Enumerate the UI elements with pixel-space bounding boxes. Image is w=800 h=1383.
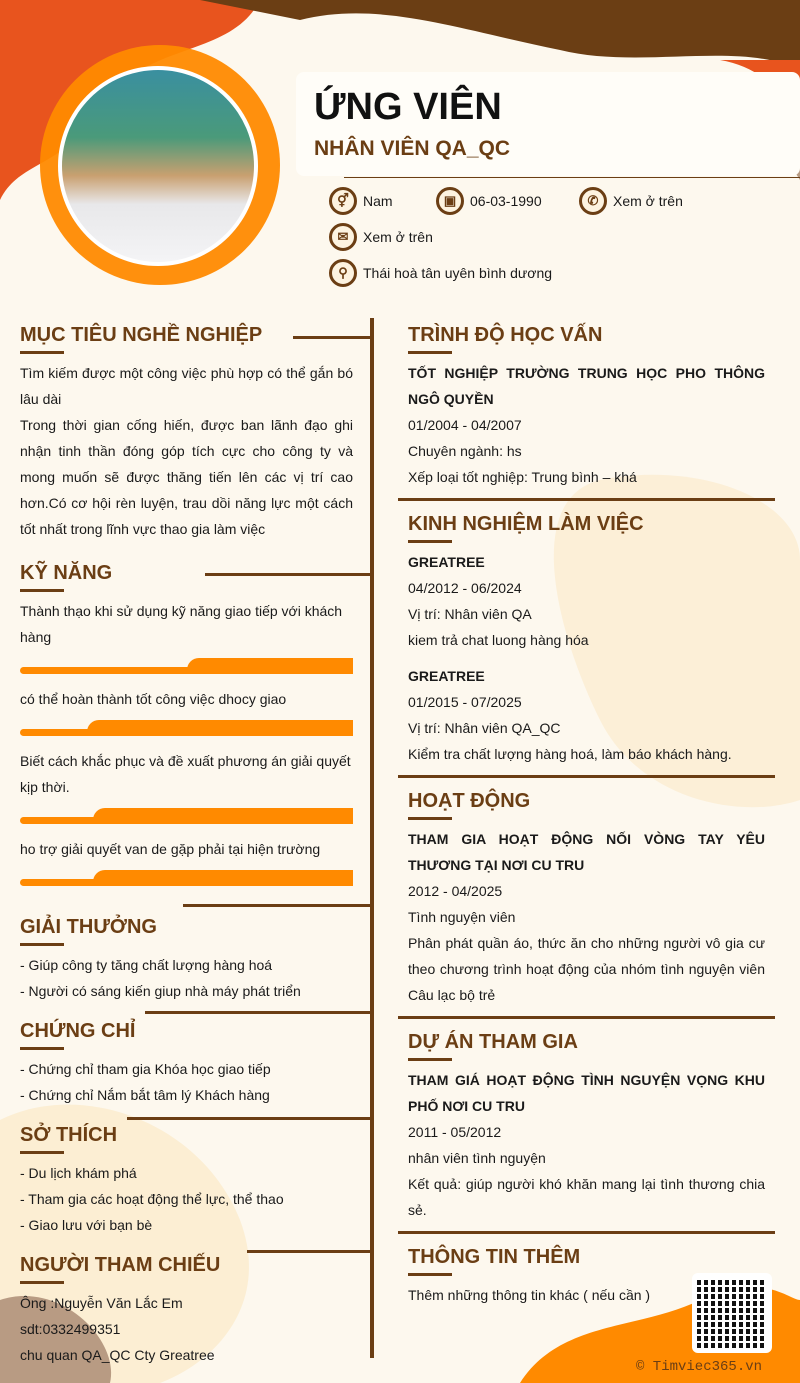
job-title: NHÂN VIÊN QA_QC bbox=[314, 137, 511, 160]
avatar bbox=[62, 70, 254, 262]
location-icon: ⚲ bbox=[329, 259, 357, 287]
skill-item bbox=[20, 836, 353, 886]
gender-info bbox=[329, 187, 393, 215]
calendar-icon: ▣ bbox=[436, 187, 464, 215]
project-time: 2011 - 05/2012 bbox=[408, 1124, 502, 1140]
birthday-info bbox=[436, 187, 542, 215]
award-item: - Giúp công ty tăng chất lượng hàng hoá bbox=[20, 957, 273, 973]
certificates-section bbox=[20, 1018, 353, 1108]
hobbies-section bbox=[20, 1122, 353, 1238]
qr-code-icon bbox=[692, 1273, 772, 1353]
gender-value: Nam bbox=[363, 193, 393, 209]
skill-name: Thành thạo khi sử dụng kỹ năng giao tiếp với khách hàng bbox=[20, 603, 343, 645]
activities-section bbox=[408, 788, 765, 1008]
skill-bar bbox=[20, 658, 353, 674]
skill-name: Biết cách khắc phục và đề xuất phương án giải quyết kịp thời. bbox=[20, 753, 351, 795]
candidate-name: ỨNG VIÊN bbox=[314, 86, 502, 128]
section-title: SỞ THÍCH bbox=[20, 1122, 353, 1148]
email-value: Xem ở trên bbox=[363, 229, 433, 245]
experience-section bbox=[408, 511, 765, 767]
job-time: 04/2012 - 06/2024 bbox=[408, 580, 522, 596]
left-column bbox=[20, 322, 353, 1382]
job-time: 01/2015 - 07/2025 bbox=[408, 694, 522, 710]
objective-section bbox=[20, 322, 353, 542]
cert-item: - Chứng chỉ Nắm bắt tâm lý Khách hàng bbox=[20, 1087, 270, 1103]
reference-item: Ông :Nguyễn Văn Lắc Em bbox=[20, 1295, 183, 1311]
projects-section bbox=[408, 1029, 765, 1223]
section-title: TRÌNH ĐỘ HỌC VẤN bbox=[408, 322, 765, 348]
skill-item bbox=[20, 686, 353, 736]
right-column bbox=[408, 322, 765, 1308]
phone-icon: ✆ bbox=[579, 187, 607, 215]
column-divider bbox=[370, 318, 374, 1358]
phone-value: Xem ở trên bbox=[613, 193, 683, 209]
job-role: Vị trí: Nhân viên QA_QC bbox=[408, 720, 561, 736]
reference-item: chu quan QA_QC Cty Greatree bbox=[20, 1347, 215, 1363]
skill-name: có thể hoàn thành tốt công việc dhocy giao bbox=[20, 691, 287, 707]
skill-bar bbox=[20, 870, 353, 886]
job-desc: Kiểm tra chất lượng hàng hoá, làm báo khách hàng. bbox=[408, 746, 732, 762]
cert-item: - Chứng chỉ tham gia Khóa học giao tiếp bbox=[20, 1061, 271, 1077]
section-title: HOẠT ĐỘNG bbox=[408, 788, 765, 814]
education-section bbox=[408, 322, 765, 490]
section-title: CHỨNG CHỈ bbox=[20, 1018, 353, 1044]
hobby-item: - Giao lưu với bạn bè bbox=[20, 1217, 153, 1233]
education-time: 01/2004 - 04/2007 bbox=[408, 417, 522, 433]
birthday-value: 06-03-1990 bbox=[470, 193, 542, 209]
section-title: KỸ NĂNG bbox=[20, 560, 353, 586]
education-major: Chuyên ngành: hs bbox=[408, 443, 522, 459]
section-title: DỰ ÁN THAM GIA bbox=[408, 1029, 765, 1055]
address-value: Thái hoà tân uyên bình dương bbox=[363, 265, 553, 281]
activity-time: 2012 - 04/2025 bbox=[408, 883, 503, 899]
company-name: GREATREE bbox=[408, 668, 485, 684]
project-desc: Kết quả: giúp người khó khăn mang lại tình thương chia sẻ. bbox=[408, 1176, 765, 1218]
activity-name: THAM GIA HOẠT ĐỘNG NỐI VÒNG TAY YÊU THƯƠNG TẠI NƠI CU TRU bbox=[408, 831, 765, 873]
project-role: nhân viên tình nguyện bbox=[408, 1150, 546, 1166]
more-info-text: Thêm những thông tin khác ( nếu cần ) bbox=[408, 1287, 651, 1303]
section-title: MỤC TIÊU NGHỀ NGHIỆP bbox=[20, 322, 353, 348]
job-role: Vị trí: Nhân viên QA bbox=[408, 606, 532, 622]
section-title: GIẢI THƯỞNG bbox=[20, 914, 353, 940]
job-desc: kiem trả chat luong hàng hóa bbox=[408, 632, 589, 648]
objective-text: Tìm kiếm được một công việc phù hợp có thể gắn bó lâu dài bbox=[20, 365, 353, 407]
skill-bar bbox=[20, 720, 353, 736]
email-icon: ✉ bbox=[329, 223, 357, 251]
reference-item: sdt:0332499351 bbox=[20, 1321, 121, 1337]
education-grade: Xếp loại tốt nghiệp: Trung bình – khá bbox=[408, 469, 637, 485]
references-section bbox=[20, 1252, 353, 1368]
section-title: KINH NGHIỆM LÀM VIỆC bbox=[408, 511, 765, 537]
section-title: THÔNG TIN THÊM bbox=[408, 1244, 765, 1270]
skill-name: ho trợ giải quyết van de gặp phải tại hiện trường bbox=[20, 841, 321, 857]
email-info bbox=[329, 223, 433, 251]
objective-text: Trong thời gian cống hiến, được ban lãnh đạo ghi nhận tinh thần đóng góp tích cực cho công ty và mong muốn sẽ được thăng tiến lên các vị trí cao hơn.Có cơ hội rèn luyện, trau dồi năng lực một cách tốt nhất trong lĩnh vực thao gia làm việc bbox=[20, 417, 353, 537]
project-name: THAM GIÁ HOẠT ĐỘNG TÌNH NGUYỆN VỌNG KHU PHỐ NƠI CU TRU bbox=[408, 1072, 765, 1114]
skill-item bbox=[20, 598, 353, 674]
skill-item bbox=[20, 748, 353, 824]
address-info bbox=[329, 259, 552, 287]
gender-icon: ⚥ bbox=[329, 187, 357, 215]
activity-desc: Phân phát quần áo, thức ăn cho những người vô gia cư theo chương trình hoạt động của nhóm tình nguyện viên Câu lạc bộ trẻ bbox=[408, 935, 765, 1003]
awards-section bbox=[20, 914, 353, 1004]
watermark: © Timviec365.vn bbox=[636, 1359, 763, 1375]
activity-role: Tình nguyện viên bbox=[408, 909, 516, 925]
company-name: GREATREE bbox=[408, 554, 485, 570]
skills-section bbox=[20, 560, 353, 886]
section-title: NGƯỜI THAM CHIẾU bbox=[20, 1252, 353, 1278]
hobby-item: - Tham gia các hoạt động thể lực, thể thao bbox=[20, 1191, 284, 1207]
skill-bar bbox=[20, 808, 353, 824]
phone-info bbox=[579, 187, 683, 215]
hobby-item: - Du lịch khám phá bbox=[20, 1165, 137, 1181]
school-name: TỐT NGHIỆP TRƯỜNG TRUNG HỌC PHO THÔNG NGÔ QUYỀN bbox=[408, 365, 765, 407]
award-item: - Người có sáng kiến giup nhà máy phát triển bbox=[20, 983, 301, 999]
